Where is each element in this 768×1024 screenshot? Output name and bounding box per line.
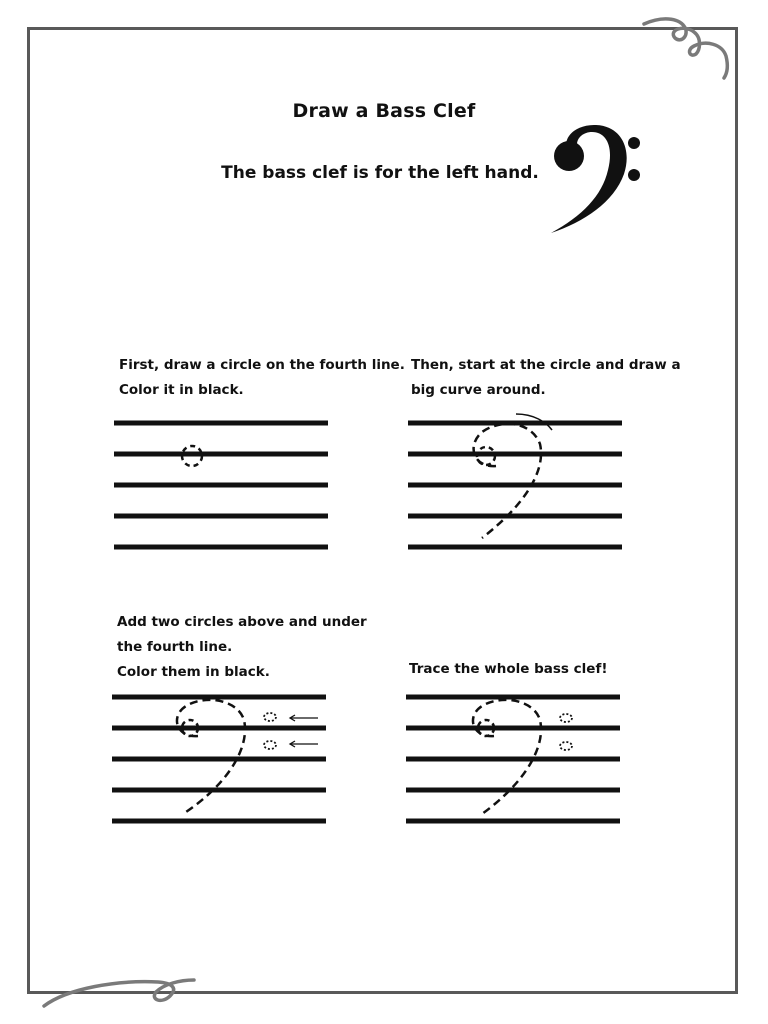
staff-lines: [114, 423, 328, 547]
arrow-left-icon: [290, 741, 318, 747]
step-1-staff: [112, 418, 332, 554]
corner-swirl-icon: [38, 966, 198, 1016]
step-3-staff: [110, 692, 332, 828]
staff-lines: [408, 423, 622, 547]
page-subtitle: The bass clef is for the left hand.: [221, 163, 539, 183]
instruction-line: Then, start at the circle and draw a: [411, 357, 681, 373]
dashed-clef-guide: [474, 424, 541, 538]
instruction-line: Trace the whole bass clef!: [409, 661, 608, 677]
dot-guide-lower: [264, 741, 276, 749]
dot-guide-upper: [560, 714, 572, 722]
instruction-line: big curve around.: [411, 382, 546, 398]
step-4-staff: [404, 692, 626, 828]
step-3-instructions: [117, 610, 367, 685]
bass-clef-icon: [548, 118, 648, 238]
dot-guide-lower: [560, 742, 572, 750]
instruction-line: the fourth line.: [117, 639, 233, 655]
instruction-line: Color it in black.: [119, 382, 244, 398]
instruction-line: Color them in black.: [117, 664, 270, 680]
dot-guide-upper: [264, 713, 276, 721]
staff-lines: [406, 697, 620, 821]
dashed-clef-guide: [177, 700, 245, 812]
step-1-instructions: [119, 353, 405, 403]
instruction-line: First, draw a circle on the fourth line.: [119, 357, 405, 373]
arrow-left-icon: [290, 715, 318, 721]
instruction-line: Add two circles above and under: [117, 614, 367, 630]
step-2-staff: [406, 408, 628, 554]
page-title: Draw a Bass Clef: [292, 100, 476, 122]
step-4-instructions: [409, 657, 607, 682]
corner-swirl-icon: [640, 14, 740, 86]
step-2-instructions: [411, 353, 681, 403]
